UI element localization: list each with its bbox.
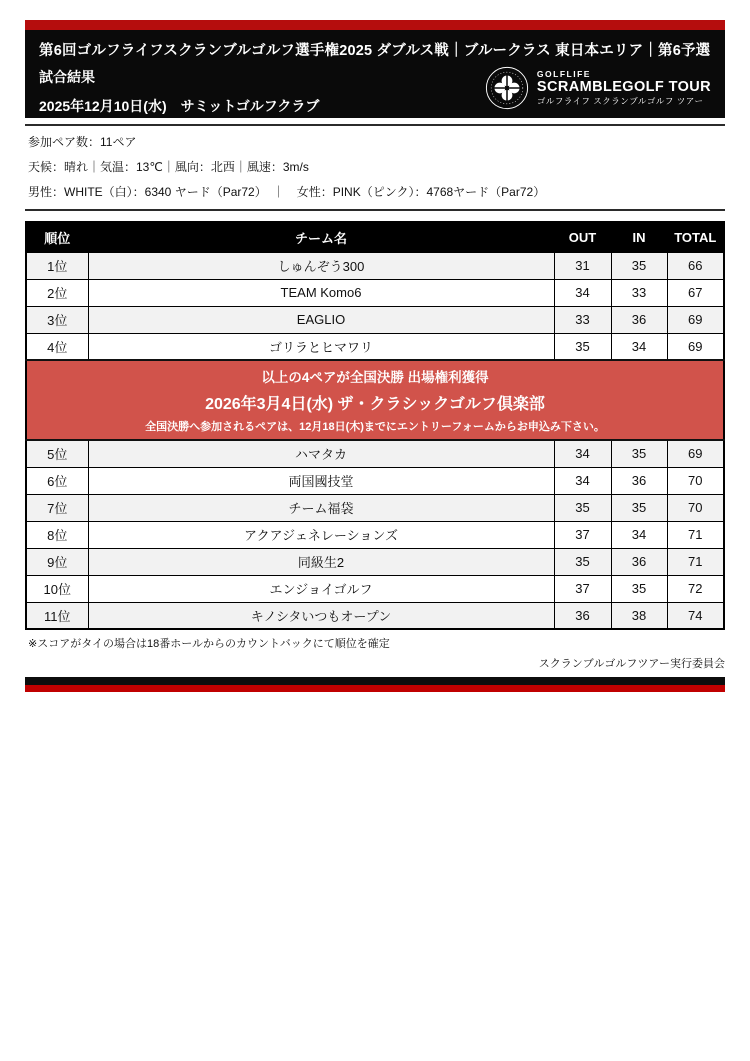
in-cell: 34 [611, 333, 667, 360]
col-header-rank: 順位 [26, 222, 88, 252]
bottom-red-stripe [25, 685, 725, 692]
in-cell: 36 [611, 548, 667, 575]
committee-text: スクランブルゴルフツアー実行委員会 [538, 658, 725, 670]
rank-cell: 9位 [26, 548, 88, 575]
table-row [26, 602, 724, 629]
date-venue: 2025年12月10日(水) サミットゴルフクラブ [39, 98, 320, 114]
banner-line3: 全国決勝へ参加されるペアは、12月18日(木)までにエントリーフォームからお申込み下さい。 [145, 421, 605, 434]
rank-cell: 3位 [26, 306, 88, 333]
team-cell: ハマタカ [88, 440, 554, 467]
total-cell: 69 [667, 333, 724, 360]
rank-cell: 8位 [26, 521, 88, 548]
total-cell: 72 [667, 575, 724, 602]
team-cell: エンジョイゴルフ [88, 575, 554, 602]
out-cell: 37 [554, 575, 611, 602]
top-red-stripe [25, 20, 725, 30]
qualification-banner-row [26, 360, 724, 440]
rank-cell: 4位 [26, 333, 88, 360]
rank-cell: 2位 [26, 279, 88, 306]
table-row [26, 252, 724, 279]
in-cell: 35 [611, 440, 667, 467]
total-cell: 74 [667, 602, 724, 629]
team-cell: TEAM Komo6 [88, 279, 554, 306]
table-row [26, 548, 724, 575]
in-cell: 34 [611, 521, 667, 548]
out-cell: 35 [554, 333, 611, 360]
page [25, 0, 725, 692]
total-cell: 66 [667, 252, 724, 279]
document-header [25, 30, 725, 118]
event-info [25, 124, 725, 211]
out-cell: 36 [554, 602, 611, 629]
table-row [26, 521, 724, 548]
rank-cell: 7位 [26, 494, 88, 521]
table-row [26, 575, 724, 602]
info-tees: 男性：WHITE（白）：6340 ヤード（Par72） ｜ 女性：PINK（ピンク）：4768ヤード（Par72） [28, 185, 546, 199]
table-row [26, 440, 724, 467]
team-cell: 両国國技堂 [88, 467, 554, 494]
total-cell: 69 [667, 440, 724, 467]
table-row [26, 306, 724, 333]
rank-cell: 5位 [26, 440, 88, 467]
out-cell: 34 [554, 440, 611, 467]
in-cell: 36 [611, 306, 667, 333]
total-cell: 70 [667, 467, 724, 494]
in-cell: 38 [611, 602, 667, 629]
col-header-out: OUT [554, 222, 611, 252]
team-cell: ゴリラとヒマワリ [88, 333, 554, 360]
total-cell: 70 [667, 494, 724, 521]
total-cell: 67 [667, 279, 724, 306]
info-weather: 天候：晴れ｜気温：13℃｜風向：北西｜風速：3m/s [28, 160, 309, 174]
out-cell: 35 [554, 548, 611, 575]
total-cell: 69 [667, 306, 724, 333]
page-title: 第6回ゴルフライフスクランブルゴルフ選手権2025 ダブルス戦｜ブルークラス 東日本エリア｜第6予選 [39, 43, 711, 59]
rank-cell: 1位 [26, 252, 88, 279]
out-cell: 34 [554, 279, 611, 306]
rank-cell: 11位 [26, 602, 88, 629]
team-cell: チーム福袋 [88, 494, 554, 521]
qualification-banner [26, 360, 724, 440]
results-table [25, 221, 725, 630]
team-cell: キノシタいつもオープン [88, 602, 554, 629]
team-cell: しゅんぞう300 [88, 252, 554, 279]
logo-brand-top: GOLFLIFE [536, 68, 591, 79]
out-cell: 35 [554, 494, 611, 521]
table-row [26, 494, 724, 521]
info-participants: 参加ペア数：11ペア [28, 135, 137, 149]
table-row [26, 333, 724, 360]
banner-line1: 以上の4ペアが全国決勝 出場権利獲得 [261, 369, 489, 385]
out-cell: 37 [554, 521, 611, 548]
logo-brand-main: SCRAMBLEGOLF TOUR [536, 78, 711, 95]
clover-emblem-icon [484, 65, 530, 111]
in-cell: 33 [611, 279, 667, 306]
rank-cell: 6位 [26, 467, 88, 494]
page-subtitle: 試合結果 [39, 69, 95, 85]
in-cell: 35 [611, 575, 667, 602]
team-cell: EAGLIO [88, 306, 554, 333]
in-cell: 35 [611, 252, 667, 279]
table-row [26, 467, 724, 494]
out-cell: 33 [554, 306, 611, 333]
in-cell: 36 [611, 467, 667, 494]
in-cell: 35 [611, 494, 667, 521]
logo-text [537, 70, 711, 106]
bottom-black-stripe [25, 677, 725, 685]
out-cell: 34 [554, 467, 611, 494]
team-cell: アクアジェネレーションズ [88, 521, 554, 548]
out-cell: 31 [554, 252, 611, 279]
col-header-team: チーム名 [88, 222, 554, 252]
col-header-total: TOTAL [667, 222, 724, 252]
col-header-in: IN [611, 222, 667, 252]
banner-line2: 2026年3月4日(水) ザ・クラシックゴルフ倶楽部 [205, 395, 545, 413]
team-cell: 同級生2 [88, 548, 554, 575]
total-cell: 71 [667, 548, 724, 575]
scramblegolf-logo [484, 65, 711, 111]
logo-brand-jp: ゴルフライフ スクランブルゴルフ ツアー [536, 96, 704, 107]
rank-cell: 10位 [26, 575, 88, 602]
table-row [26, 279, 724, 306]
tiebreak-note: ※スコアがタイの場合は18番ホールからのカウントバックにて順位を確定 [28, 638, 390, 650]
total-cell: 71 [667, 521, 724, 548]
table-header-row [26, 222, 724, 252]
